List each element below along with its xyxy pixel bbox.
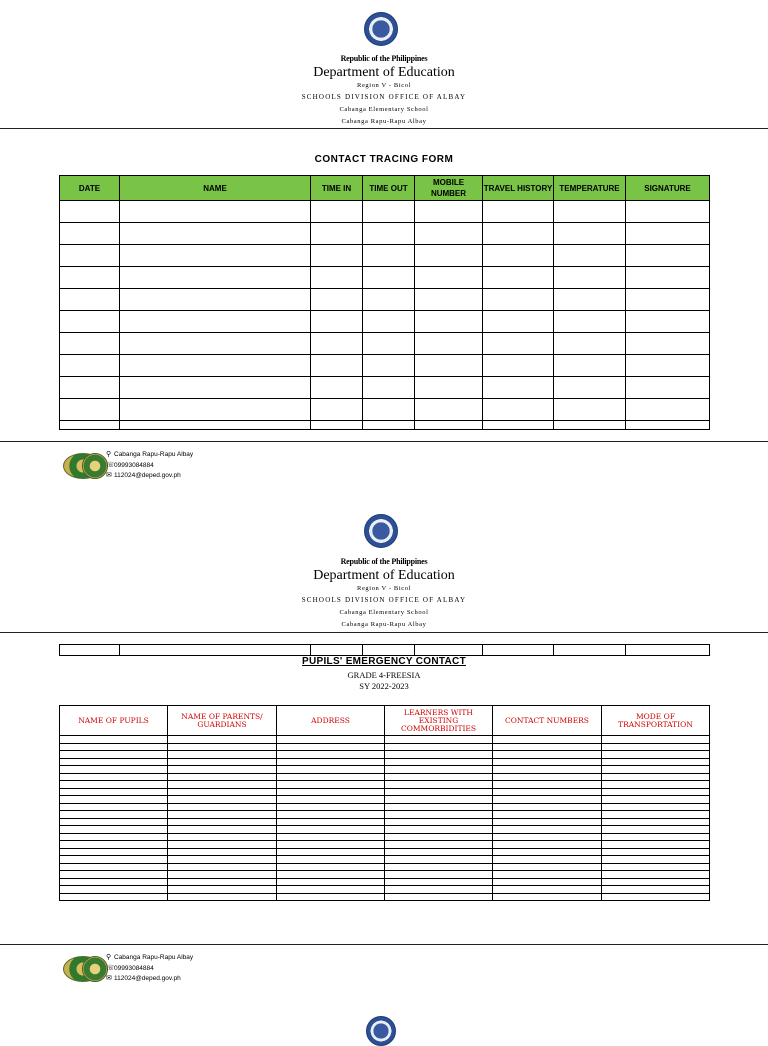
col-contact-numbers: CONTACT NUMBERS: [493, 706, 602, 736]
table-row: [60, 773, 710, 781]
header-divider: [0, 632, 768, 633]
email-icon: ✉: [106, 472, 112, 479]
location-pin-icon: ⚲: [106, 451, 112, 458]
footer-phone: 09993084884: [114, 964, 154, 972]
division-logo-icon: [82, 956, 108, 982]
table-row: [60, 886, 710, 894]
table-row: [60, 788, 710, 796]
division-text: SCHOOLS DIVISION OFFICE OF ALBAY: [301, 93, 467, 101]
school-year: SY 2022-2023: [359, 681, 409, 691]
table-row: [60, 399, 710, 421]
table-row: [60, 751, 710, 759]
school-name: Cabanga Elementary School: [339, 609, 429, 616]
table-row: [60, 856, 710, 864]
table-row: [60, 871, 710, 879]
table-row: [60, 781, 710, 789]
table-row: [60, 811, 710, 819]
table-row: [60, 803, 710, 811]
school-name: Cabanga Elementary School: [339, 106, 429, 113]
contact-table-continuation: [59, 644, 710, 656]
department-title: Department of Education: [313, 65, 455, 80]
col-address: ADDRESS: [277, 706, 385, 736]
deped-seal-icon: [364, 12, 398, 46]
deped-seal-icon: [364, 514, 398, 548]
col-mobile: MOBILE NUMBER: [415, 176, 483, 201]
table-row: [60, 893, 710, 901]
col-name: NAME: [120, 176, 311, 201]
department-title: Department of Education: [313, 568, 455, 583]
region-text: Region V - Bicol: [357, 82, 411, 89]
table-row: [60, 421, 710, 430]
table-row: [60, 848, 710, 856]
col-guardian: NAME OF PARENTS/ GUARDIANS: [168, 706, 277, 736]
table-row: [60, 201, 710, 223]
school-address: Cabanga Rapu-Rapu Albay: [341, 621, 427, 628]
emergency-title: PUPILS' EMERGENCY CONTACT: [302, 656, 466, 667]
header-divider: [0, 128, 768, 129]
school-address: Cabanga Rapu-Rapu Albay: [341, 118, 427, 125]
table-row: [60, 311, 710, 333]
col-time-out: TIME OUT: [363, 176, 415, 201]
phone-icon: ☏: [106, 964, 115, 972]
division-text: SCHOOLS DIVISION OFFICE OF ALBAY: [301, 596, 467, 604]
republic-text: Republic of the Philippines: [340, 54, 428, 63]
col-pupil-name: NAME OF PUPILS: [60, 706, 168, 736]
table-row: [60, 796, 710, 804]
col-signature: SIGNATURE: [626, 176, 710, 201]
region-text: Region V - Bicol: [357, 585, 411, 592]
email-icon: ✉: [106, 975, 112, 982]
table-row: [60, 377, 710, 399]
deped-seal-icon: [366, 1016, 396, 1046]
division-logo-icon: [82, 453, 108, 479]
contact-tracing-table: [59, 175, 710, 430]
footer-email: 112024@deped.gov.ph: [114, 975, 181, 982]
emergency-contact-table: [59, 705, 710, 901]
col-travel: TRAVEL HISTORY: [483, 176, 554, 201]
table-row: [60, 245, 710, 267]
table-row: [60, 223, 710, 245]
footer-address: Cabanga Rapu-Rapu Albay: [114, 451, 194, 458]
table-row: [60, 758, 710, 766]
footer-divider: [0, 441, 768, 442]
phone-icon: ☏: [106, 461, 115, 469]
footer-email: 112024@deped.gov.ph: [114, 472, 181, 479]
col-date: DATE: [60, 176, 120, 201]
table-row: [60, 267, 710, 289]
col-time-in: TIME IN: [311, 176, 363, 201]
footer-address: Cabanga Rapu-Rapu Albay: [114, 954, 194, 961]
footer-contact: [106, 953, 193, 985]
contact-form-title: CONTACT TRACING FORM: [314, 154, 454, 165]
col-comorbidities: LEARNERS WITH EXISTING COMMORBIDITIES: [385, 706, 493, 736]
table-row: [60, 841, 710, 849]
table-row: [60, 766, 710, 774]
table-row: [60, 333, 710, 355]
table-row: [60, 289, 710, 311]
table-row: [60, 743, 710, 751]
table-row: [60, 833, 710, 841]
location-pin-icon: ⚲: [106, 954, 112, 961]
footer-divider: [0, 944, 768, 945]
table-row: [60, 863, 710, 871]
table-row: [60, 826, 710, 834]
table-row: [60, 818, 710, 826]
table-row: [60, 736, 710, 744]
table-row: [60, 355, 710, 377]
republic-text: Republic of the Philippines: [340, 557, 428, 566]
grade-section: GRADE 4-FREESIA: [347, 670, 421, 680]
table-row: [60, 645, 710, 656]
col-transportation: MODE OF TRANSPORTATION: [602, 706, 710, 736]
footer-contact: [106, 450, 193, 482]
col-temp: TEMPERATURE: [554, 176, 626, 201]
table-row: [60, 878, 710, 886]
footer-phone: 09993084884: [114, 461, 154, 469]
